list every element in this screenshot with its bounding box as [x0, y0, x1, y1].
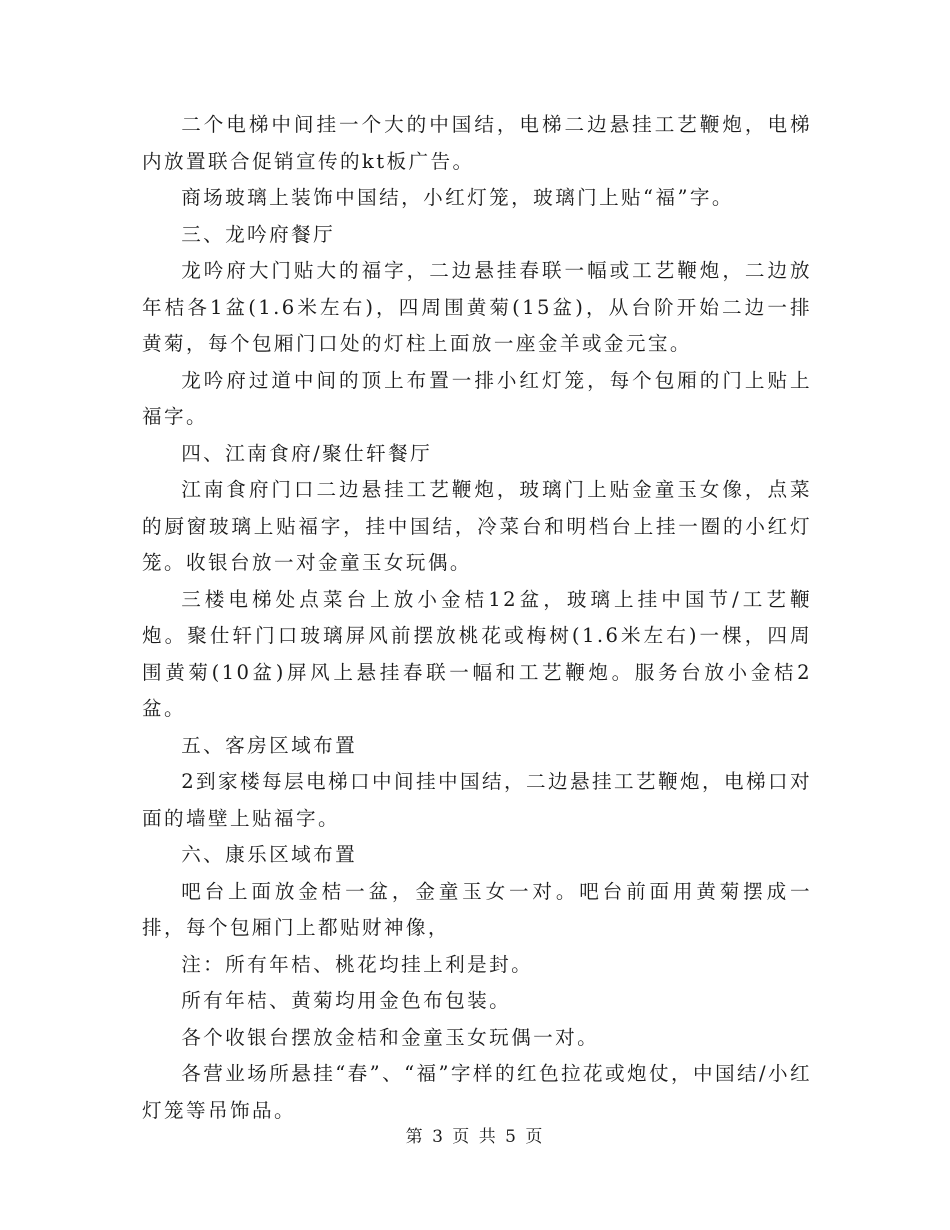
paragraph-cashier-decor: 各个收银台摆放金桔和金童玉女玩偶一对。 [181, 1025, 600, 1049]
section-heading-jiangnan: 四、江南食府/聚仕轩餐厅 [181, 441, 433, 465]
section-heading-recreation: 六、康乐区域布置 [181, 843, 358, 866]
section-heading-guest-rooms: 五、客房区域布置 [181, 733, 358, 757]
paragraph-longyinfu-entrance: 龙吟府大门贴大的福字，二边悬挂春联一幅或工艺鞭炮，二边放年桔各1盆(1.6米左右)，四周围黄菊(15盆)，从台阶开始二边一排黄菊，每个包厢门口处的灯柱上面放一座金羊或金元宝。 [142, 259, 812, 355]
paragraph-longyinfu-corridor: 龙吟府过道中间的顶上布置一排小红灯笼，每个包厢的门上贴上福字。 [142, 368, 812, 428]
paragraph-venue-hangings: 各营业场所悬挂“春”、“福”字样的红色拉花或炮仗，中国结/小红灯笼等吊饰品。 [142, 1062, 812, 1122]
paragraph-note-red-envelopes: 注：所有年桔、桃花均挂上利是封。 [181, 952, 534, 976]
paragraph-third-floor: 三楼电梯处点菜台上放小金桔12盆，玻璃上挂中国节/工艺鞭炮。聚仕轩门口玻璃屏风前摆放桃花或梅树(1.6米左右)一棵，四周围黄菊(10盆)屏风上悬挂春联一幅和工艺鞭炮。服务台放小金桔2盆。 [142, 587, 812, 720]
document-body [142, 107, 812, 1129]
paragraph-recreation-bar: 吧台上面放金桔一盆，金童玉女一对。吧台前面用黄菊摆成一排，每个包厢门上都贴财神像， [142, 879, 812, 939]
paragraph-guest-rooms: 2到家楼每层电梯口中间挂中国结，二边悬挂工艺鞭炮，电梯口对面的墙壁上贴福字。 [142, 770, 812, 830]
paragraph-mall-glass: 商场玻璃上装饰中国结，小红灯笼，玻璃门上贴“福”字。 [181, 186, 734, 209]
section-heading-longyinfu: 三、龙吟府餐厅 [181, 222, 336, 246]
page-number-footer: 第 3 页 共 5 页 [405, 1127, 545, 1147]
paragraph-jiangnan-entrance: 江南食府门口二边悬挂工艺鞭炮，玻璃门上贴金童玉女像，点菜的厨窗玻璃上贴福字，挂中国结，冷菜台和明档台上挂一圈的小红灯笼。收银台放一对金童玉女玩偶。 [142, 478, 812, 574]
paragraph-gold-wrapping: 所有年桔、黄菊均用金色布包装。 [181, 989, 512, 1012]
paragraph-elevator-decor: 二个电梯中间挂一个大的中国结，电梯二边悬挂工艺鞭炮，电梯内放置联合促销宣传的kt板广告。 [142, 113, 812, 173]
